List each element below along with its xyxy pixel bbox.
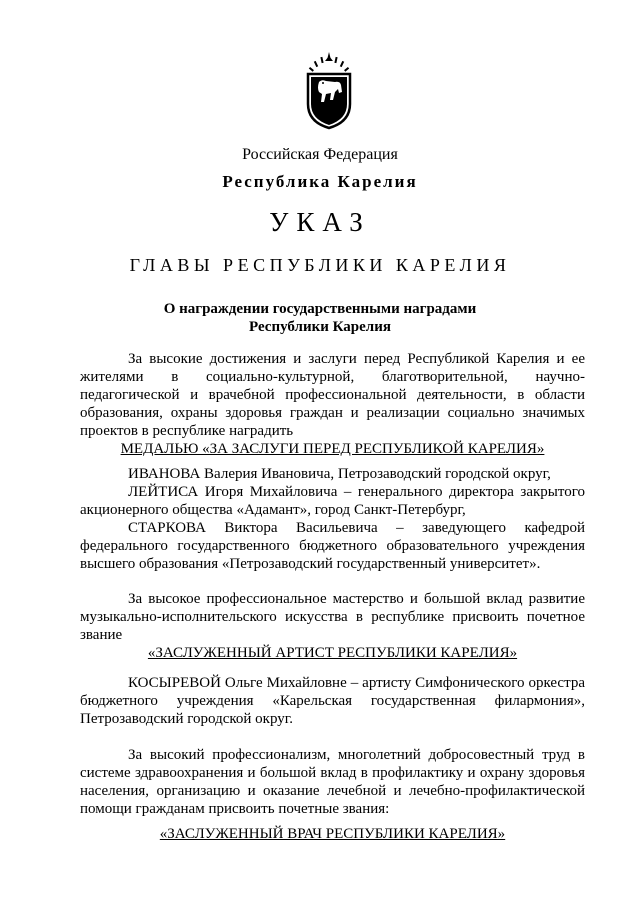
document-title	[0, 300, 640, 336]
award-title-1: МЕДАЛЬЮ «ЗА ЗАСЛУГИ ПЕРЕД РЕСПУБЛИКОЙ КАРЕЛИЯ»	[120, 441, 545, 457]
award-title-3: «ЗАСЛУЖЕННЫЙ ВРАЧ РЕСПУБЛИКИ КАРЕЛИЯ»	[159, 826, 506, 842]
recipient: КОСЫРЕВОЙ Ольге Михайловне – артисту Симфонического оркестра бюджетного учреждения «Карельская государственная филармония», Петрозаводский городской округ.	[80, 675, 585, 727]
country-name: Российская Федерация	[242, 146, 398, 163]
republic-name: Республика Карелия	[222, 172, 418, 191]
recipient: ЛЕЙТИСА Игоря Михайловича – генерального директора закрытого акционерного общества «Адамант», город Санкт-Петербург,	[80, 484, 585, 518]
issuer: ГЛАВЫ РЕСПУБЛИКИ КАРЕЛИЯ	[129, 255, 511, 275]
preamble-3: За высокий профессионализм, многолетний добросовестный труд в системе здравоохранения и большой вклад в профилактику и охрану здоровья населения, организацию и оказание лечебной и лечебно-профилактической помощи гражданам присвоить почетные звания:	[80, 747, 585, 817]
preamble-2: За высокое профессиональное мастерство и большой вклад развитие музыкально-исполнительского искусства в республике присвоить почетное звание	[80, 591, 585, 643]
recipient: ИВАНОВА Валерия Ивановича, Петрозаводский городской округ,	[128, 466, 551, 482]
award-title-2: «ЗАСЛУЖЕННЫЙ АРТИСТ РЕСПУБЛИКИ КАРЕЛИЯ»	[147, 645, 518, 661]
preamble-1: За высокие достижения и заслуги перед Республикой Карелия и ее жителями в социально-культурной, благотворительной, научно-педагогической и врачебной профессиональной деятельности, в области образования, охраны здоровья граждан и реализации социально значимых проектов в республике наградить	[80, 351, 585, 439]
title-line-2: Республики Карелия	[249, 319, 391, 335]
karelia-coat-of-arms-icon	[302, 52, 356, 130]
title-line-1: О награждении государственными наградами	[163, 301, 477, 317]
document-type: УКАЗ	[269, 207, 371, 237]
recipient: СТАРКОВА Виктора Васильевича – заведующего кафедрой федерального государственного бюджетного образовательного учреждения высшего образования «Петрозаводский государственный университет».	[80, 520, 585, 572]
